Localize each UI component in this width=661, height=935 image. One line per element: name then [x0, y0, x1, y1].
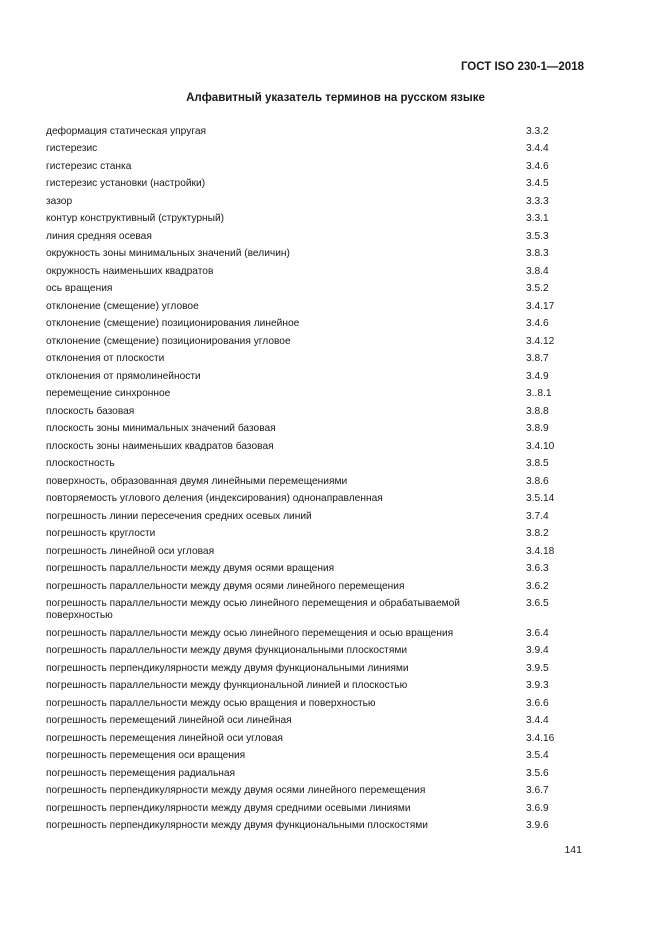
index-entry — [46, 561, 566, 579]
index-term: погрешность линии пересечения средних осевых линий — [46, 510, 312, 522]
index-entry — [46, 263, 566, 281]
index-term: погрешность параллельности между осью линейного перемещения и обрабатываемой поверхностью — [46, 598, 460, 622]
index-entry — [46, 386, 566, 404]
index-entry — [46, 281, 566, 299]
index-entry — [46, 228, 566, 246]
index-term: деформация статическая упругая — [46, 125, 206, 137]
index-term: погрешность перемещения радиальная — [46, 767, 236, 779]
index-reference: 3.6.7 — [526, 785, 549, 797]
index-reference: 3.5.4 — [526, 750, 549, 762]
index-entry — [46, 730, 566, 748]
index-reference: 3.8.6 — [526, 475, 549, 487]
index-entry — [46, 316, 566, 334]
index-entry — [46, 748, 566, 766]
index-term: плоскость зоны минимальных значений базовая — [46, 423, 276, 435]
index-term: отклонение (смещение) позиционирования линейное — [46, 318, 300, 330]
index-term: отклонение (смещение) позиционирования угловое — [46, 335, 291, 347]
index-reference: 3.4.12 — [526, 335, 555, 347]
index-reference: 3.8.9 — [526, 423, 549, 435]
index-entry — [46, 456, 566, 474]
index-entry — [46, 660, 566, 678]
index-term: плоскостность — [46, 458, 115, 470]
index-entry — [46, 596, 566, 626]
index-term: гистерезис станка — [46, 160, 132, 172]
index-reference: 3.6.5 — [526, 598, 549, 610]
index-reference: 3.5.14 — [526, 493, 555, 505]
index-entry — [46, 246, 566, 264]
index-entry — [46, 473, 566, 491]
index-reference: 3.4.5 — [526, 178, 549, 190]
index-reference: 3.3.3 — [526, 195, 549, 207]
index-entry — [46, 765, 566, 783]
index-term: погрешность перпендикулярности между двумя осями линейного перемещения — [46, 785, 426, 797]
index-entry — [46, 713, 566, 731]
index-reference: 3.4.16 — [526, 732, 555, 744]
index-entry — [46, 193, 566, 211]
index-reference: 3.8.4 — [526, 265, 549, 277]
term-index-list — [46, 123, 566, 835]
index-term: отклонения от плоскости — [46, 353, 165, 365]
index-term: погрешность перпендикулярности между двумя функциональными линиями — [46, 662, 409, 674]
index-entry — [46, 351, 566, 369]
index-reference: 3.4.18 — [526, 545, 555, 557]
index-term: погрешность параллельности между двумя осями линейного перемещения — [46, 580, 405, 592]
index-term: погрешность перемещения оси вращения — [46, 750, 246, 762]
index-term: отклонения от прямолинейности — [46, 370, 201, 382]
index-entry — [46, 783, 566, 801]
index-entry — [46, 818, 566, 836]
index-term: погрешность круглости — [46, 528, 156, 540]
index-term: погрешность линейной оси угловая — [46, 545, 215, 557]
index-entry — [46, 695, 566, 713]
index-reference: 3.7.4 — [526, 510, 549, 522]
index-term: погрешность параллельности между осью линейного перемещения и осью вращения — [46, 627, 454, 639]
index-reference: 3.6.4 — [526, 627, 549, 639]
index-entry — [46, 643, 566, 661]
index-entry — [46, 526, 566, 544]
index-reference: 3.3.2 — [526, 125, 549, 137]
index-reference: 3.8.7 — [526, 353, 549, 365]
index-entry — [46, 508, 566, 526]
index-term: повторяемость углового деления (индексирования) однонаправленная — [46, 493, 383, 505]
index-reference: 3.4.9 — [526, 370, 549, 382]
index-entry — [46, 368, 566, 386]
index-term: окружность зоны минимальных значений (величин) — [46, 248, 290, 260]
index-reference: 3.4.4 — [526, 715, 549, 727]
page-number: 141 — [564, 844, 582, 856]
index-reference: 3.9.5 — [526, 662, 549, 674]
index-reference: 3.3.1 — [526, 213, 549, 225]
index-reference: 3.9.4 — [526, 645, 549, 657]
index-term: погрешность параллельности между двумя функциональными плоскостями — [46, 645, 408, 657]
index-reference: 3..8.1 — [526, 388, 552, 400]
index-entry — [46, 158, 566, 176]
index-term: зазор — [46, 195, 73, 207]
index-reference: 3.4.10 — [526, 440, 555, 452]
index-reference: 3.8.3 — [526, 248, 549, 260]
index-entry — [46, 800, 566, 818]
index-reference: 3.8.2 — [526, 528, 549, 540]
index-term: отклонение (смещение) угловое — [46, 300, 199, 312]
index-term: перемещение синхронное — [46, 388, 171, 400]
index-reference: 3.8.5 — [526, 458, 549, 470]
index-term: погрешность перемещения линейной оси угловая — [46, 732, 283, 744]
index-title: Алфавитный указатель терминов на русском языке — [186, 92, 485, 104]
index-term: погрешность перпендикулярности между двумя средними осевыми линиями — [46, 802, 411, 814]
index-entry — [46, 438, 566, 456]
index-reference: 3.9.6 — [526, 820, 549, 832]
index-term: погрешность перемещений линейной оси линейная — [46, 715, 292, 727]
index-reference: 3.8.8 — [526, 405, 549, 417]
index-reference: 3.5.3 — [526, 230, 549, 242]
index-entry — [46, 333, 566, 351]
index-term: плоскость базовая — [46, 405, 135, 417]
index-reference: 3.5.6 — [526, 767, 549, 779]
index-entry — [46, 543, 566, 561]
index-term: окружность наименьших квадратов — [46, 265, 214, 277]
index-term: гистерезис — [46, 143, 98, 155]
index-entry — [46, 141, 566, 159]
index-entry — [46, 123, 566, 141]
index-term: плоскость зоны наименьших квадратов базовая — [46, 440, 274, 452]
index-term: контур конструктивный (структурный) — [46, 213, 225, 225]
index-reference: 3.5.2 — [526, 283, 549, 295]
index-reference: 3.4.17 — [526, 300, 555, 312]
index-reference: 3.6.3 — [526, 563, 549, 575]
index-entry — [46, 625, 566, 643]
index-reference: 3.4.6 — [526, 160, 549, 172]
index-term: погрешность перпендикулярности между двумя функциональными плоскостями — [46, 820, 428, 832]
index-term: поверхность, образованная двумя линейными перемещениями — [46, 475, 348, 487]
index-reference: 3.6.2 — [526, 580, 549, 592]
index-entry — [46, 298, 566, 316]
index-term: погрешность параллельности между осью вращения и поверхностью — [46, 697, 376, 709]
index-term: гистерезис установки (настройки) — [46, 178, 206, 190]
index-term: погрешность параллельности между функциональной линией и плоскостью — [46, 680, 408, 692]
index-term: погрешность параллельности между двумя осями вращения — [46, 563, 335, 575]
index-entry — [46, 421, 566, 439]
index-entry — [46, 176, 566, 194]
index-entry — [46, 491, 566, 509]
index-term: линия средняя осевая — [46, 230, 152, 242]
index-entry — [46, 403, 566, 421]
index-term: ось вращения — [46, 283, 113, 295]
index-reference: 3.6.6 — [526, 697, 549, 709]
index-entry — [46, 678, 566, 696]
standard-designation: ГОСТ ISO 230-1—2018 — [460, 61, 584, 73]
index-reference: 3.6.9 — [526, 802, 549, 814]
index-entry — [46, 211, 566, 229]
index-reference: 3.4.4 — [526, 143, 549, 155]
index-entry — [46, 578, 566, 596]
index-reference: 3.4.6 — [526, 318, 549, 330]
index-reference: 3.9.3 — [526, 680, 549, 692]
